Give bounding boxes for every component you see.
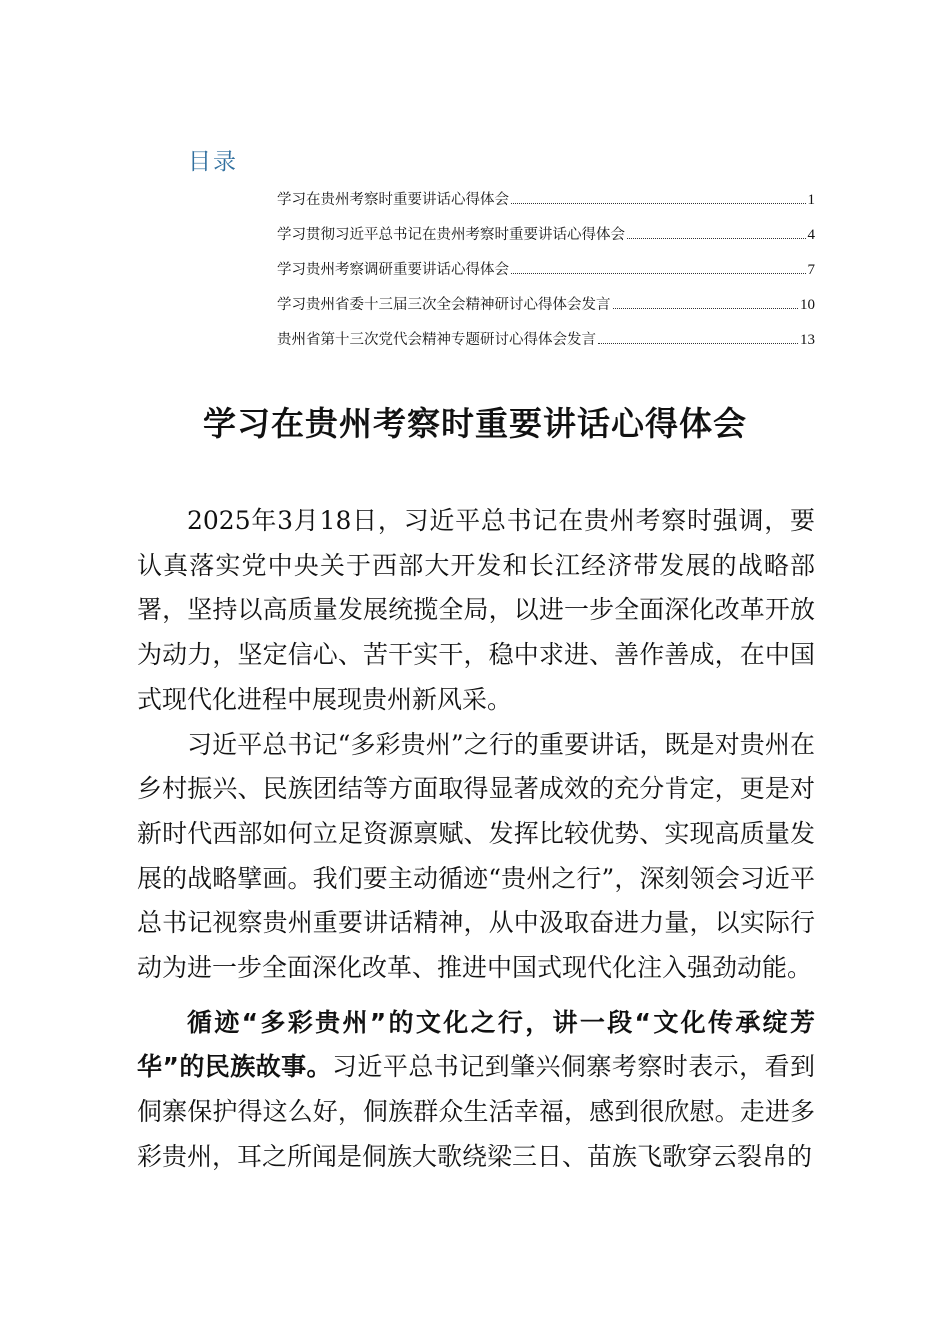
paragraph bbox=[137, 723, 815, 991]
toc-entry[interactable] bbox=[277, 293, 815, 328]
toc-entry-title: 学习贵州考察调研重要讲话心得体会 bbox=[277, 262, 509, 278]
toc-entry-title: 学习在贵州考察时重要讲话心得体会 bbox=[277, 192, 509, 208]
toc-entry[interactable] bbox=[277, 188, 815, 223]
paragraph-text: 2025年3月18日，习近平总书记在贵州考察时强调，要认真落实党中央关于西部大开发和长江经济带发展的战略部署，坚持以高质量发展统揽全局，以进一步全面深化改革开放为动力，坚定信心、苦干实干，稳中求进、善作善成，在中国式现代化进程中展现贵州新风采。 bbox=[137, 506, 815, 714]
toc-entry-page: 4 bbox=[807, 227, 815, 243]
paragraph-text: 习近平总书记“多彩贵州”之行的重要讲话，既是对贵州在乡村振兴、民族团结等方面取得显著成效的充分肯定，更是对新时代西部如何立足资源禀赋、发挥比较优势、实现高质量发展的战略擘画。我们要主动循迹“贵州之行”，深刻领会习近平总书记视察贵州重要讲话精神，从中汲取奋进力量，以实际行动为进一步全面深化改革、推进中国式现代化注入强劲动能。 bbox=[137, 729, 815, 983]
toc-entry[interactable] bbox=[277, 258, 815, 293]
toc-entry-title: 学习贯彻习近平总书记在贵州考察时重要讲话心得体会 bbox=[277, 227, 625, 243]
toc-entry-page: 10 bbox=[800, 297, 815, 313]
toc-entry[interactable] bbox=[277, 223, 815, 258]
paragraph bbox=[137, 499, 815, 723]
toc-dot-leader bbox=[613, 308, 799, 309]
paragraph-text: 习近平总书记到肇兴侗寨考察时表示，看到侗寨保护得这么好，侗族群众生活幸福，感到很欣慰。走进多彩贵州，耳之所闻是侗族大歌绕梁三日、苗族飞歌穿云裂帛的 bbox=[137, 1052, 815, 1171]
paragraph bbox=[137, 1001, 815, 1180]
toc-dot-leader bbox=[511, 203, 806, 204]
document-body bbox=[137, 499, 815, 1180]
toc-dot-leader bbox=[511, 273, 806, 274]
toc-entry-page: 1 bbox=[807, 192, 815, 208]
document-title: 学习在贵州考察时重要讲话心得体会 bbox=[203, 404, 747, 443]
toc-entry-page: 7 bbox=[807, 262, 815, 278]
toc-entry-title: 贵州省第十三次党代会精神专题研讨心得体会发言 bbox=[277, 332, 596, 348]
table-of-contents bbox=[277, 188, 815, 363]
paragraph-lead: 循迹“多彩贵州”的文化之行，讲一段“文化传承绽芳华”的民族故事。 bbox=[137, 1007, 815, 1082]
toc-heading: 目录 bbox=[188, 149, 238, 175]
toc-entry-title: 学习贵州省委十三届三次全会精神研讨心得体会发言 bbox=[277, 297, 611, 313]
toc-dot-leader bbox=[627, 238, 806, 239]
toc-dot-leader bbox=[598, 343, 798, 344]
toc-entry-page: 13 bbox=[800, 332, 815, 348]
toc-entry[interactable] bbox=[277, 328, 815, 363]
